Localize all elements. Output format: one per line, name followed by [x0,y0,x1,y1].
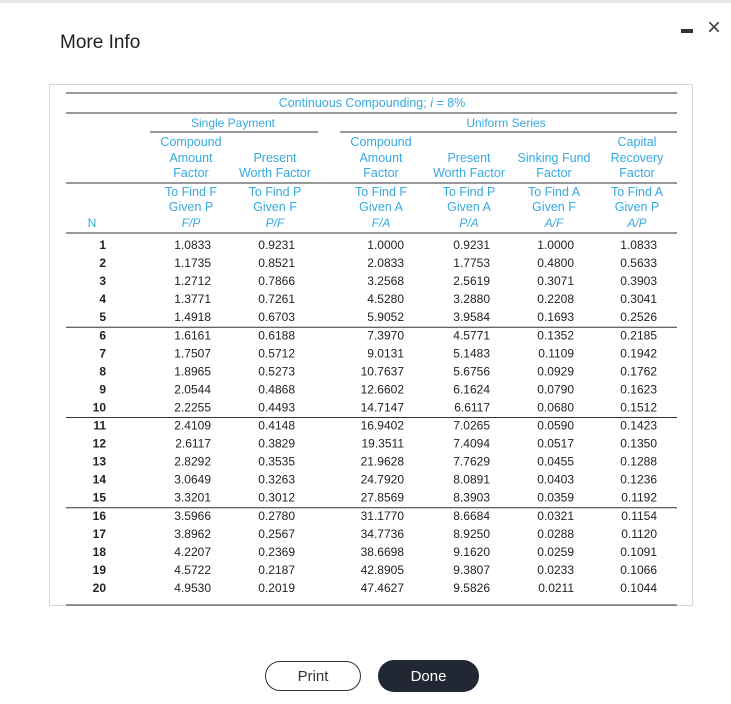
row-4-col-4: 3.2880 [453,292,490,307]
row-1-col-6: 1.0833 [620,238,657,252]
row-8-col-6: 0.1762 [620,364,657,379]
row-1-col-2: 0.9231 [258,238,295,252]
row-19-col-1: 4.5722 [174,562,211,577]
row-12-col-4: 7.4094 [453,436,490,451]
row-14-col-1: 3.0649 [174,472,211,487]
row-5-col-1: 1.4918 [174,310,211,325]
col-5-find-0: To Find A [527,185,581,199]
col-1-find-1: Given P [168,200,214,214]
row-4-col-6: 0.3041 [620,292,657,307]
row-16-col-3: 31.1770 [360,508,404,523]
row-13-col-1: 2.8292 [174,454,211,469]
row-4-col-1: 1.3771 [174,292,211,307]
col-3-name-0: Compound [350,135,412,149]
row-19-n: 19 [92,562,106,577]
print-button[interactable]: Print [265,661,361,691]
row-6-col-4: 4.5771 [453,328,490,343]
row-19-col-2: 0.2187 [258,562,295,577]
row-17-col-1: 3.8962 [174,526,211,541]
row-9-col-2: 0.4868 [258,382,295,397]
col-4-name-2: Worth Factor [432,166,506,180]
row-1-col-3: 1.0000 [367,238,404,252]
row-20-col-2: 0.2019 [258,580,295,595]
row-20-col-1: 4.9530 [174,580,211,595]
row-1-col-5: 1.0000 [537,238,574,252]
row-7-col-5: 0.1109 [538,346,574,361]
col-6-name-1: Recovery [610,151,664,165]
row-12-n: 12 [92,436,106,451]
col-4-find-0: To Find P [442,185,496,199]
group-uniform-series: Uniform Series [466,116,546,130]
row-5-col-2: 0.6703 [258,310,295,325]
col-2-symbol: P/F [265,216,285,230]
row-7-col-1: 1.7507 [174,346,211,361]
row-15-n: 15 [92,490,106,505]
table-title: Continuous Compounding; i = 8% [278,96,466,110]
col-5-symbol: A/F [544,216,564,230]
row-13-col-2: 0.3535 [258,454,295,469]
row-6-col-1: 1.6161 [174,328,211,343]
row-6-n: 6 [99,328,106,343]
row-19-col-3: 42.8905 [360,562,404,577]
col-3-name-1: Amount [359,151,403,165]
row-1-n: 1 [99,238,106,252]
row-6-col-2: 0.6188 [258,328,295,343]
col-6-find-0: To Find A [610,185,664,199]
row-2-col-1: 1.1735 [174,256,211,271]
row-14-n: 14 [92,472,106,487]
row-13-col-3: 21.9628 [360,454,404,469]
row-20-col-4: 9.5826 [453,580,490,595]
row-20-col-6: 0.1044 [620,580,657,595]
col-3-name-2: Factor [363,166,399,180]
row-16-col-6: 0.1154 [621,508,657,523]
row-12-col-5: 0.0517 [537,436,574,451]
row-13-n: 13 [92,454,106,469]
row-14-col-4: 8.0891 [453,472,490,487]
row-9-n: 9 [99,382,106,397]
col-2-find-0: To Find P [248,185,302,199]
row-8-col-5: 0.0929 [537,364,574,379]
row-16-col-1: 3.5966 [174,508,211,523]
table-text [88,96,664,595]
row-11-col-6: 0.1423 [620,418,657,433]
row-13-col-6: 0.1288 [620,454,657,469]
row-3-n: 3 [99,274,106,289]
row-18-col-4: 9.1620 [453,544,490,559]
row-2-col-5: 0.4800 [537,256,574,271]
row-14-col-6: 0.1236 [620,472,657,487]
row-8-col-3: 10.7637 [360,364,404,379]
row-19-col-5: 0.0233 [537,562,574,577]
row-12-col-2: 0.3829 [258,436,295,451]
row-15-col-5: 0.0359 [537,490,574,505]
row-3-col-6: 0.3903 [620,274,657,289]
row-16-col-2: 0.2780 [258,508,295,523]
row-18-col-3: 38.6698 [360,544,404,559]
row-3-col-2: 0.7866 [258,274,295,289]
row-18-n: 18 [92,544,106,559]
col-5-find-1: Given F [532,200,576,214]
col-3-find-0: To Find F [354,185,408,199]
row-19-col-4: 9.3807 [453,562,490,577]
row-14-col-5: 0.0403 [537,472,574,487]
col-0-symbol: N [87,216,97,230]
close-icon[interactable]: × [707,14,722,41]
row-6-col-3: 7.3970 [367,328,404,343]
row-11-col-5: 0.0590 [537,418,574,433]
col-6-name-0: Capital [617,135,657,149]
row-12-col-3: 19.3511 [361,436,404,451]
row-9-col-1: 2.0544 [174,382,211,397]
col-4-find-1: Given A [447,200,491,214]
row-17-col-4: 8.9250 [453,526,490,541]
row-6-col-5: 0.1352 [537,328,574,343]
row-3-col-5: 0.3071 [537,274,574,289]
row-8-n: 8 [99,364,106,379]
row-2-col-4: 1.7753 [453,256,490,271]
row-1-col-1: 1.0833 [174,238,211,252]
row-13-col-4: 7.7629 [453,454,490,469]
row-15-col-3: 27.8569 [360,490,404,505]
row-17-n: 17 [92,526,106,541]
row-17-col-5: 0.0288 [537,526,574,541]
row-3-col-4: 2.5619 [453,274,490,289]
row-16-col-5: 0.0321 [537,508,574,523]
row-4-col-2: 0.7261 [258,292,295,307]
row-3-col-3: 3.2568 [367,274,404,289]
col-3-find-1: Given A [359,200,403,214]
row-7-col-4: 5.1483 [453,346,490,361]
row-9-col-4: 6.1624 [453,382,490,397]
row-7-n: 7 [99,346,106,361]
row-8-col-1: 1.8965 [174,364,211,379]
dialog-title: More Info [60,32,141,53]
row-2-col-2: 0.8521 [258,256,295,271]
col-6-symbol: A/P [627,216,647,230]
col-4-symbol: P/A [459,216,479,230]
row-16-col-4: 8.6684 [453,508,490,523]
row-20-col-3: 47.4627 [360,580,404,595]
row-20-col-5: 0.0211 [538,580,574,595]
col-2-find-1: Given F [253,200,297,214]
col-1-name-1: Amount [169,151,213,165]
row-5-n: 5 [99,310,106,325]
row-4-n: 4 [99,292,106,307]
row-2-col-6: 0.5633 [620,256,657,271]
row-3-col-1: 1.2712 [174,274,211,289]
row-10-col-1: 2.2255 [174,400,211,415]
col-6-find-1: Given P [614,200,660,214]
row-18-col-5: 0.0259 [537,544,574,559]
col-2-name-2: Worth Factor [238,166,312,180]
row-18-col-6: 0.1091 [620,544,657,559]
row-5-col-4: 3.9584 [453,310,490,325]
col-1-name-2: Factor [173,166,209,180]
row-12-col-6: 0.1350 [620,436,657,451]
row-10-col-3: 14.7147 [360,400,404,415]
row-16-n: 16 [92,508,106,523]
row-4-col-5: 0.2208 [537,292,574,307]
row-18-col-1: 4.2207 [174,544,211,559]
row-15-col-2: 0.3012 [258,490,295,505]
row-5-col-3: 5.9052 [367,310,404,325]
col-6-name-2: Factor [619,166,655,180]
row-8-col-2: 0.5273 [258,364,295,379]
col-1-name-0: Compound [160,135,222,149]
row-11-col-1: 2.4109 [174,418,211,433]
row-5-col-5: 0.1693 [537,310,574,325]
row-8-col-4: 5.6756 [453,364,490,379]
col-4-name-1: Present [447,151,491,165]
row-10-col-2: 0.4493 [258,400,295,415]
row-11-n: 11 [93,418,106,433]
row-14-col-2: 0.3263 [258,472,295,487]
col-5-name-1: Sinking Fund [517,151,591,165]
row-11-col-3: 16.9402 [360,418,404,433]
col-5-name-2: Factor [536,166,572,180]
row-9-col-3: 12.6602 [360,382,404,397]
row-12-col-1: 2.6117 [175,436,211,451]
row-10-col-4: 6.6117 [454,400,490,415]
row-18-col-2: 0.2369 [258,544,295,559]
col-1-symbol: F/P [181,216,201,230]
row-2-col-3: 2.0833 [367,256,404,271]
row-19-col-6: 0.1066 [620,562,657,577]
row-10-col-5: 0.0680 [537,400,574,415]
row-5-col-6: 0.2526 [620,310,657,325]
col-2-name-1: Present [253,151,297,165]
row-15-col-1: 3.3201 [174,490,211,505]
row-13-col-5: 0.0455 [537,454,574,469]
row-10-col-6: 0.1512 [620,400,657,415]
col-3-symbol: F/A [371,216,391,230]
row-11-col-2: 0.4148 [258,418,295,433]
row-9-col-6: 0.1623 [620,382,657,397]
row-1-col-4: 0.9231 [453,238,490,252]
row-7-col-3: 9.0131 [367,346,404,361]
row-7-col-2: 0.5712 [258,346,295,361]
row-17-col-2: 0.2567 [258,526,295,541]
row-17-col-6: 0.1120 [621,526,657,541]
row-14-col-3: 24.7920 [360,472,404,487]
row-17-col-3: 34.7736 [360,526,404,541]
row-20-n: 20 [92,580,106,595]
col-1-find-0: To Find F [164,185,218,199]
done-button[interactable]: Done [378,660,479,692]
row-10-n: 10 [92,400,106,415]
row-7-col-6: 0.1942 [620,346,657,361]
row-15-col-6: 0.1192 [621,490,657,505]
row-11-col-4: 7.0265 [453,418,490,433]
row-9-col-5: 0.0790 [537,382,574,397]
row-15-col-4: 8.3903 [453,490,490,505]
row-2-n: 2 [99,256,106,271]
group-single-payment: Single Payment [190,116,276,130]
row-6-col-6: 0.2185 [620,328,657,343]
row-4-col-3: 4.5280 [367,292,404,307]
